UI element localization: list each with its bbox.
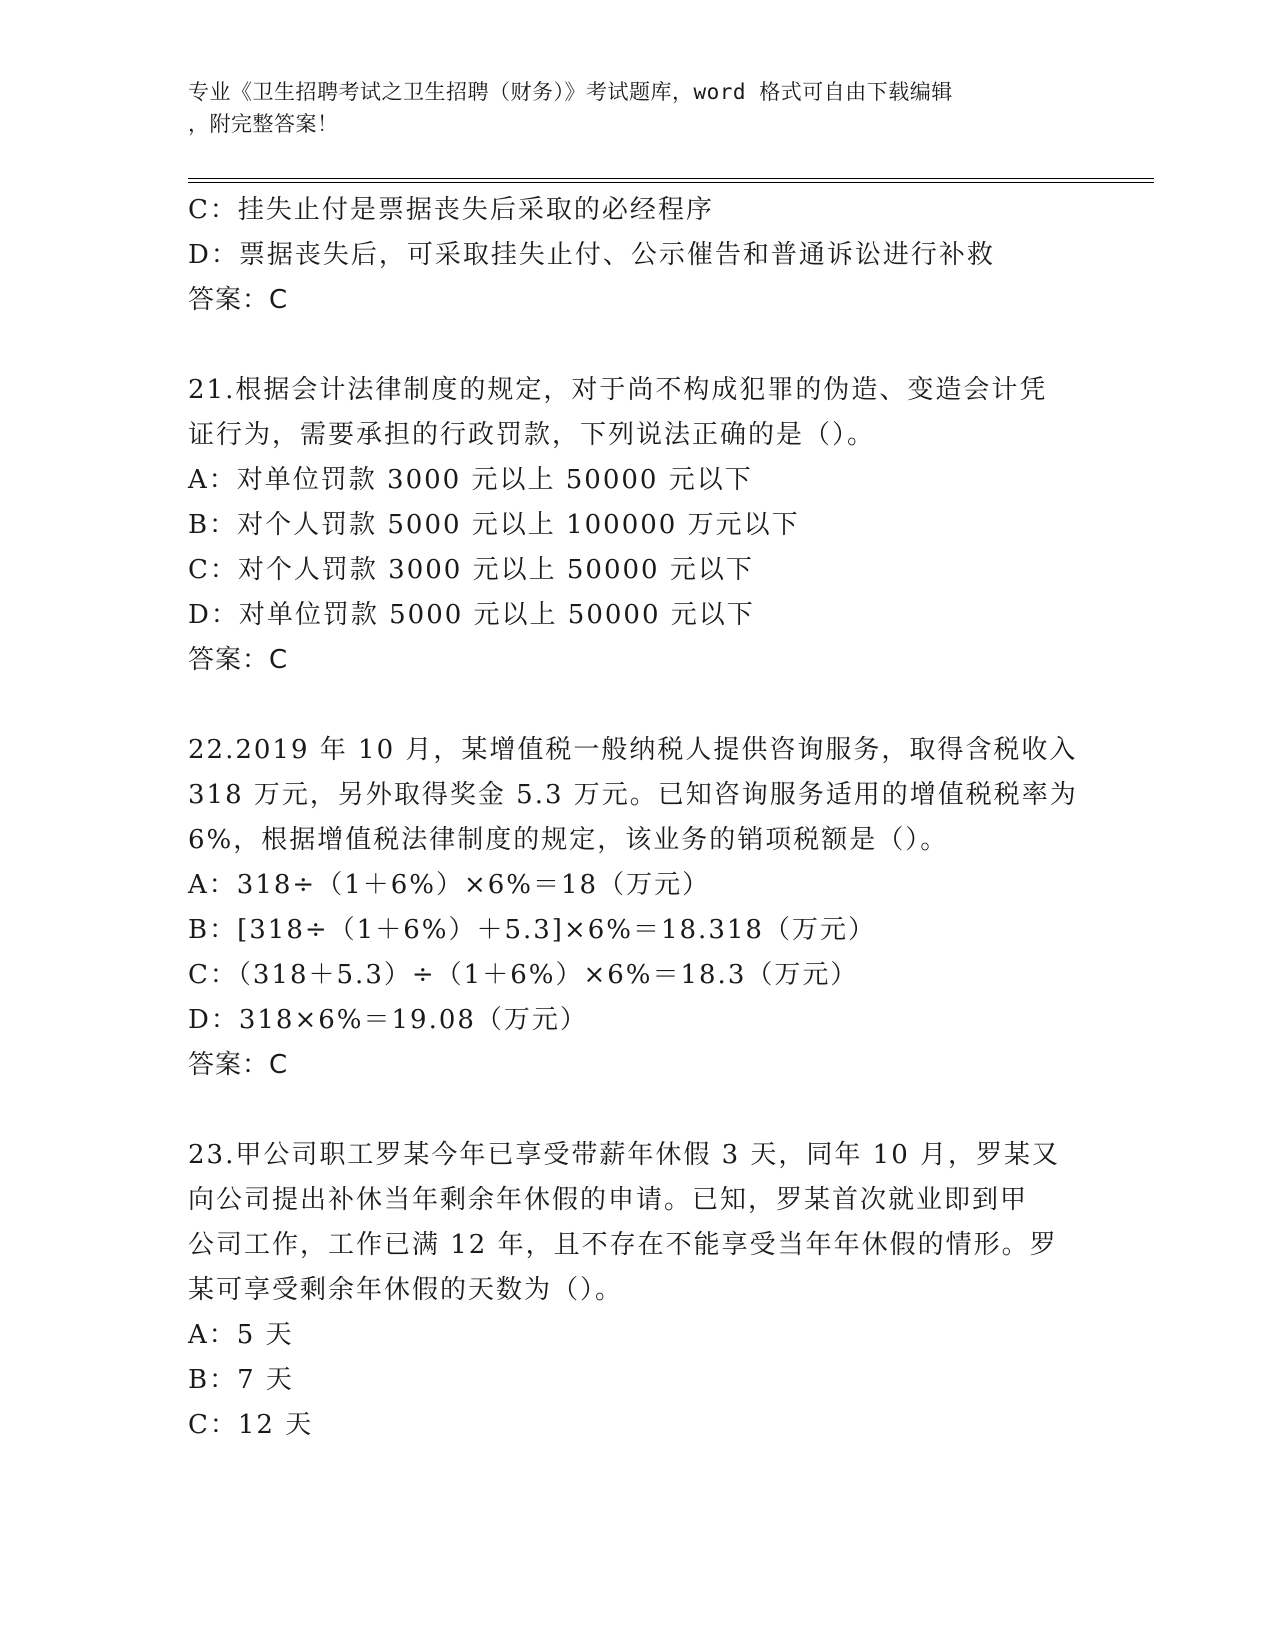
question-23	[188, 1133, 1088, 1448]
question-stem-line: 证行为，需要承担的行政罚款，下列说法正确的是（）。	[188, 420, 876, 450]
answer-line: 答案：C	[188, 645, 289, 675]
question-stem-line: 22.2019 年 10 月，某增值税一般纳税人提供咨询服务，取得含税收入	[188, 735, 1078, 765]
spacer	[188, 1088, 1088, 1133]
option-b: B：[318÷（1＋6%）＋5.3]×6%＝18.318（万元）	[188, 915, 876, 945]
document-header	[188, 76, 1068, 140]
option-c: C：（318＋5.3）÷（1＋6%）×6%＝18.3（万元）	[188, 960, 859, 990]
option-c: C：12 天	[188, 1410, 314, 1440]
option-d: D：票据丧失后，可采取挂失止付、公示催告和普通诉讼进行补救	[188, 240, 995, 270]
option-a: A：5 天	[188, 1320, 294, 1350]
answer-line: 答案：C	[188, 285, 289, 315]
question-stem-line: 21.根据会计法律制度的规定，对于尚不构成犯罪的伪造、变造会计凭	[188, 375, 1048, 405]
option-d: D：对单位罚款 5000 元以上 50000 元以下	[188, 600, 755, 630]
question-stem-line: 向公司提出补休当年剩余年休假的申请。已知，罗某首次就业即到甲	[188, 1185, 1029, 1215]
option-b: B：对个人罚款 5000 元以上 100000 万元以下	[188, 510, 800, 540]
option-c: C：对个人罚款 3000 元以上 50000 元以下	[188, 555, 754, 585]
option-b: B：7 天	[188, 1365, 294, 1395]
answer-line: 答案：C	[188, 1050, 289, 1080]
spacer	[188, 323, 1088, 368]
question-stem-line: 某可享受剩余年休假的天数为（）。	[188, 1275, 624, 1305]
header-divider-top	[188, 178, 1154, 179]
option-a: A：对单位罚款 3000 元以上 50000 元以下	[188, 465, 753, 495]
spacer	[188, 683, 1088, 728]
question-22	[188, 728, 1088, 1088]
option-c: C：挂失止付是票据丧失后采取的必经程序	[188, 195, 714, 225]
option-d: D：318×6%＝19.08（万元）	[188, 1005, 588, 1035]
question-stem-line: 公司工作，工作已满 12 年，且不存在不能享受当年年休假的情形。罗	[188, 1230, 1058, 1260]
header-divider-bottom	[188, 182, 1154, 183]
question-stem-line: 6%，根据增值税法律制度的规定，该业务的销项税额是（）。	[188, 825, 949, 855]
question-stem-line: 23.甲公司职工罗某今年已享受带薪年休假 3 天，同年 10 月，罗某又	[188, 1140, 1061, 1170]
header-line-1: 专业《卫生招聘考试之卫生招聘（财务）》考试题库，word 格式可自由下载编辑	[188, 80, 953, 104]
question-21	[188, 368, 1088, 683]
header-line-2: ，附完整答案！	[188, 112, 339, 136]
prev-question-block	[188, 188, 1088, 323]
option-a: A：318÷（1＋6%）×6%＝18（万元）	[188, 870, 711, 900]
question-stem-line: 318 万元，另外取得奖金 5.3 万元。已知咨询服务适用的增值税税率为	[188, 780, 1078, 810]
document-body	[188, 188, 1088, 1448]
